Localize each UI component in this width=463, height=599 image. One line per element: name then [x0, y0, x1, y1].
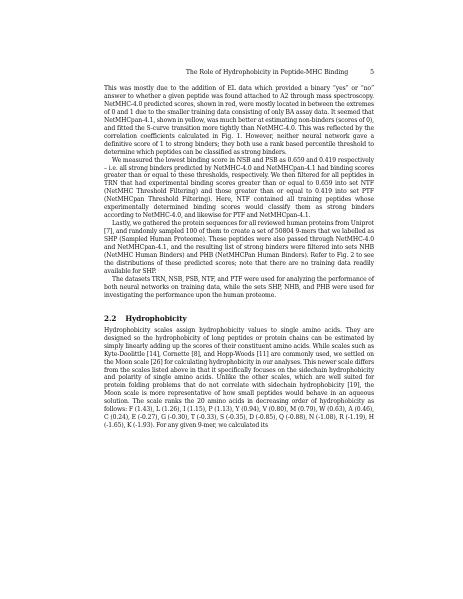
- page-number: 5: [370, 69, 374, 76]
- body-paragraph: The datasets TRN, NSB, PSB, NTF, and PTF were used for analyzing the performance of both neural networks on training data, while the sets SHP, NHB, and PHB were used for investigating the performance upon the human proteome.: [104, 275, 374, 299]
- body-paragraph: This was mostly due to the addition of EL data which provided a binary “yes” or “no” answer to whether a given peptide was found attached to A2 through mass spectroscopy. NetMHC-4.0 predicted scores, shown in red, were mostly located in between the extremes of 0 and 1 due to the smaller training data consisting of only BA assay data. It seemed that NetMHCpan-4.1, shown in yellow, was much better at estimating non-binders (scores of 0), and fitted the S-curve transition more tightly than NetMHC-4.0. This was reflected by the correlation coefficients calculated in Fig. 1. However, neither neural network gave a definitive score of 1 to strong binders; they both use a rank based percentile threshold to determine which peptides can be classified as strong binders.: [104, 85, 374, 156]
- section-heading: [104, 314, 374, 323]
- section-number: 2.2: [104, 313, 117, 323]
- running-title: The Role of Hydrophobicity in Peptide-MHC Binding: [185, 69, 349, 76]
- running-header: [104, 69, 374, 76]
- section-title: Hydrophobicity: [125, 313, 187, 323]
- main-text: [104, 85, 374, 430]
- body-paragraph: Lastly, we gathered the protein sequences for all reviewed human proteins from Uniprot [7], and randomly sampled 100 of them to create a set of 50804 9-mers that we labelled as SHP (Sampled Human Proteome). These peptides were also passed through NetMHC-4.0 and NetMHCpan-4.1, and the resulting list of strong binders were filtered into sets NHB (NetMHC Human Binders) and PHB (NetMHCPan Human Binders). Refer to Fig. 2 to see the distributions of these predicted scores; note that there are no training data readily available for SHP.: [104, 220, 374, 275]
- section-paragraph: Hydrophobicity scales assign hydrophobicity values to single amino acids. They are designed so the hydrophobicity of long peptides or protein chains can be estimated by simply linearly adding up the scores of their constituent amino acids. While scales such as Kyte-Doolittle [14], Cornette [8], and Hopp-Woods [11] are commonly used, we settled on the Moon scale [26] for calculating hydrophobicity in our analyses. This newer scale differs from the scales listed above in that it specifically focuses on the sidechain hydrophobicity and polarity of single amino acids. Unlike the other scales, which are well suited for protein folding problems that do not correlate with sidechain hydrophobicity [19], the Moon scale is more representative of how small peptides would behave in an aqueous solution. The scale ranks the 20 amino acids in decreasing order of hydrophobicity as follows: F (1.43), L (1.26), I (1.15), P (1.13), Y (0.94), V (0.80), M (0.79), W (0.63), A (0.46), C (0.24), E (-0.27), G (-0.30), T (-0.33), S (-0.35), D (-0.85), Q (-0.88), N (-1.08), R (-1.19), H (-1.65), K (-1.93). For any given 9-mer, we calculated its: [104, 326, 374, 430]
- body-paragraph: We measured the lowest binding score in NSB and PSB as 0.659 and 0.419 respectively – i.e. all strong binders predicted by NetMHC-4.0 and NetMHCpan-4.1 had binding scores greater than or equal to these thresholds, respectively. We then filtered for all peptides in TRN that had experimental binding scores greater than or equal to 0.659 into set NTF (NetMHC Threshold Filtering) and those greater than or equal to 0.419 into set PTF (NetMHCpan Threshold Filtering). Here, NTF contained all training peptides whose experimentally determined binding scores would classify them as strong binders according to NetMHC-4.0, and likewise for PTF and NetMHCpan-4.1.: [104, 156, 374, 220]
